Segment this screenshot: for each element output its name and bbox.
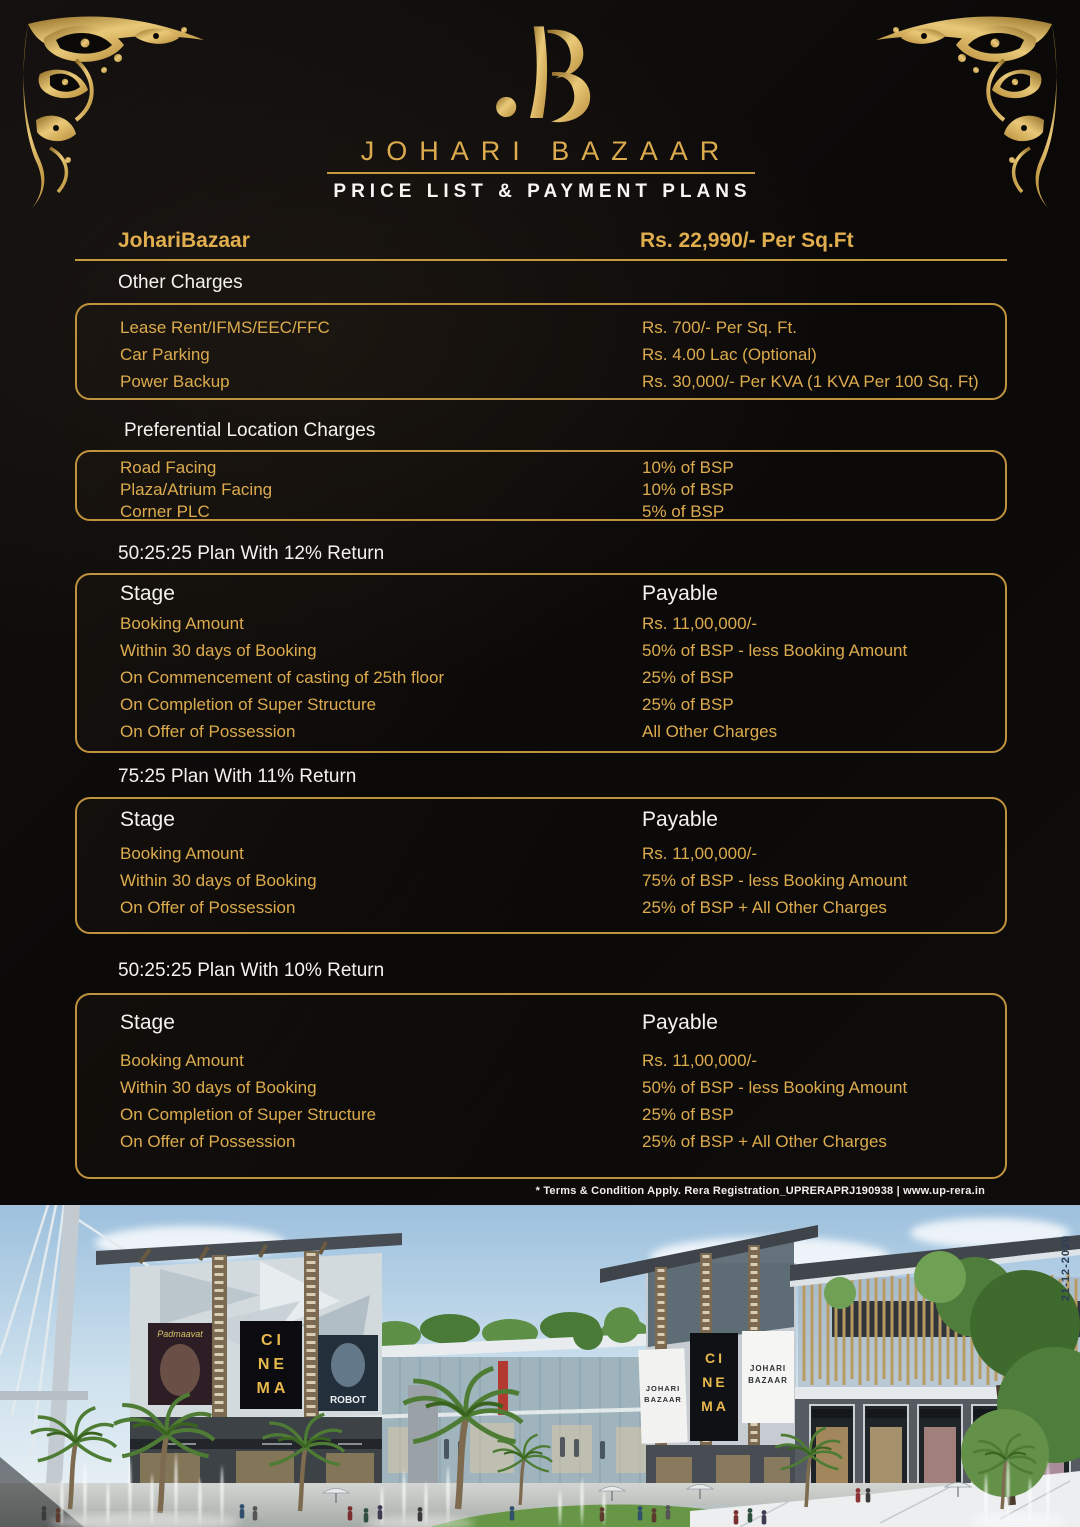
corner-ornament-left [23,17,204,208]
stage-label: Booking Amount [120,1051,244,1070]
payable-value: 25% of BSP [642,1105,734,1124]
svg-text:CI: CI [705,1350,725,1366]
payable-column-header: Payable [642,1011,718,1034]
payable-column-header: Payable [642,808,718,831]
svg-text:NE: NE [257,1356,289,1373]
table-row [77,691,1005,718]
stage-label: Booking Amount [120,614,244,633]
plc-label: Road Facing [120,458,217,477]
base-rate: Rs. 22,990/- Per Sq.Ft [640,229,854,252]
jb-logo-icon [486,20,596,128]
poster-robot [318,1335,378,1411]
johari-banner-right [742,1331,794,1423]
table-row [77,610,1005,637]
payable-value: All Other Charges [642,722,778,741]
section-title-plan-12: 50:25:25 Plan With 12% Return [118,543,385,564]
table-row [77,867,1005,894]
plc-value: 10% of BSP [642,458,734,477]
table-row [77,368,1005,395]
header-divider [75,259,1007,261]
table-row [77,894,1005,921]
table-row [77,1101,1005,1128]
payable-value: 25% of BSP + All Other Charges [642,1132,887,1151]
charge-value: Rs. 4.00 Lac (Optional) [642,345,817,364]
table-row [77,501,1005,523]
svg-text:MA: MA [701,1398,729,1414]
table-row [77,1128,1005,1155]
stage-label: On Offer of Possession [120,1132,296,1151]
plan-11-box [75,797,1007,934]
svg-text:CI: CI [261,1332,285,1349]
svg-text:Padmaavat: Padmaavat [157,1329,203,1339]
stage-column-header: Stage [120,582,175,605]
johari-banner-left [638,1348,687,1444]
charge-value: Rs. 30,000/- Per KVA (1 KVA Per 100 Sq. Ft) [642,372,979,391]
svg-text:JOHARI: JOHARI [645,1384,681,1393]
payable-value: Rs. 11,00,000/- [642,614,757,633]
svg-text:NE: NE [702,1374,728,1390]
charge-label: Power Backup [120,372,230,391]
plc-value: 10% of BSP [642,480,734,499]
svg-text:ROBOT: ROBOT [329,1395,367,1406]
table-row [77,341,1005,368]
stage-label: Within 30 days of Booking [120,641,317,660]
svg-text:BAZAAR: BAZAAR [748,1376,788,1385]
stage-label: Booking Amount [120,844,244,863]
plc-value: 5% of BSP [642,502,725,521]
payable-value: Rs. 11,00,000/- [642,1051,757,1070]
table-row [77,1074,1005,1101]
stage-column-header: Stage [120,1011,175,1034]
brand-title: JOHARI BAZAAR [360,136,732,166]
charge-value: Rs. 700/- Per Sq. Ft. [642,318,797,337]
other-charges-box [75,303,1007,400]
table-row [77,840,1005,867]
corner-ornament-right [876,17,1057,208]
page-title: PRICE LIST & PAYMENT PLANS [333,181,752,202]
cinema-sign-right [690,1333,738,1441]
payable-value: 50% of BSP - less Booking Amount [642,1078,908,1097]
payable-value: 25% of BSP + All Other Charges [642,898,887,917]
payable-value: 25% of BSP [642,668,734,687]
stage-label: On Offer of Possession [120,898,296,917]
charge-label: Car Parking [120,345,210,364]
plc-box [75,450,1007,521]
payable-value: 75% of BSP - less Booking Amount [642,871,908,890]
left-cinema-tower [96,1233,402,1507]
stage-label: On Offer of Possession [120,722,296,741]
table-header-row [77,1009,1005,1037]
table-row [77,314,1005,341]
plc-label: Corner PLC [120,502,210,521]
table-header-row [77,806,1005,834]
svg-text:BAZAAR: BAZAAR [644,1395,682,1404]
table-row [77,1047,1005,1074]
section-title-other-charges: Other Charges [118,272,243,293]
plan-12-box [75,573,1007,753]
section-title-plan-10: 50:25:25 Plan With 10% Return [118,960,385,981]
section-title-plc: Preferential Location Charges [124,420,376,441]
price-header [75,229,1007,255]
payable-value: 50% of BSP - less Booking Amount [642,641,908,660]
project-name: JohariBazaar [118,229,250,252]
plan-10-box [75,993,1007,1179]
table-row [77,479,1005,501]
date-stamp: 21-12-2020 [1060,1234,1072,1301]
table-header-row [77,580,1005,608]
stage-label: On Completion of Super Structure [120,1105,377,1124]
payable-column-header: Payable [642,582,718,605]
stage-column-header: Stage [120,808,175,831]
plc-label: Plaza/Atrium Facing [120,480,273,499]
svg-text:MA: MA [256,1380,290,1397]
table-row [77,718,1005,745]
stage-label: Within 30 days of Booking [120,1078,317,1097]
section-title-plan-11: 75:25 Plan With 11% Return [118,766,357,787]
stage-label: Within 30 days of Booking [120,871,317,890]
payable-value: 25% of BSP [642,695,734,714]
charge-label: Lease Rent/IFMS/EEC/FFC [120,318,330,337]
poster-padmaavat [148,1323,212,1405]
cinema-sign-left [240,1321,302,1409]
table-row [77,664,1005,691]
svg-text:JOHARI: JOHARI [749,1364,787,1373]
table-row [77,457,1005,479]
stage-label: On Completion of Super Structure [120,695,377,714]
terms-disclaimer: * Terms & Condition Apply. Rera Registration_UPRERAPRJ190938 | www.up-rera.in [535,1185,985,1197]
stage-label: On Commencement of casting of 25th floor [120,668,445,687]
building-render [0,1205,1080,1527]
brand-divider [327,172,755,174]
payable-value: Rs. 11,00,000/- [642,844,757,863]
table-row [77,637,1005,664]
